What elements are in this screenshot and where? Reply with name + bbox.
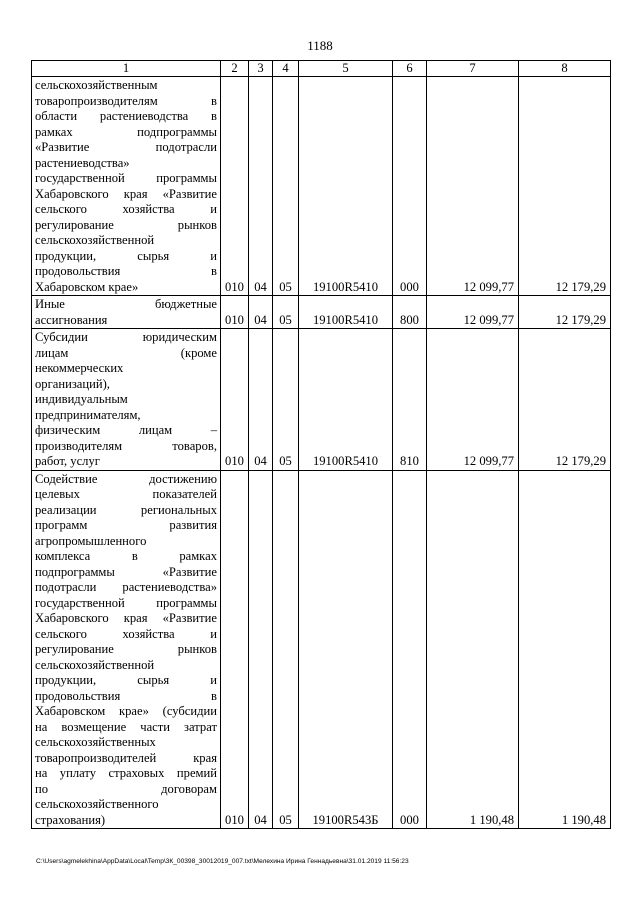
- description-line: Хабаровском крае»: [35, 279, 139, 294]
- expense-type-code: 000: [393, 77, 427, 296]
- description-line: сельскохозяйственных: [35, 735, 156, 749]
- column-header-3: 3: [249, 61, 273, 77]
- expense-type-code: 800: [393, 296, 427, 329]
- column-header-8: 8: [519, 61, 611, 77]
- section-code: 04: [249, 77, 273, 296]
- ministry-code: 010: [221, 329, 249, 471]
- description-line: Иные бюджетные: [35, 297, 217, 311]
- description-line: государственной программы: [35, 171, 217, 185]
- description-line: области растениеводства в: [35, 109, 217, 123]
- section-code: 04: [249, 470, 273, 829]
- section-code: 04: [249, 296, 273, 329]
- description-line: продукции, сырья и: [35, 248, 217, 263]
- description-line: на уплату страховых премий: [35, 766, 217, 780]
- description-line: продовольствия в: [35, 264, 217, 278]
- description-line: сельскохозяйственной: [35, 233, 155, 247]
- description-line: сельскохозяйственным: [35, 78, 158, 92]
- description-line: работ, услуг: [35, 454, 100, 468]
- column-header-1: 1: [32, 61, 221, 77]
- description-line: сельскохозяйственного: [35, 797, 159, 811]
- description-line: Содействие достижению: [35, 471, 217, 486]
- target-article-code: 19100R543Б: [299, 470, 393, 829]
- description-line: производителям товаров,: [35, 438, 217, 453]
- row-description: [32, 329, 221, 471]
- description-line: растениеводства»: [35, 155, 130, 170]
- description-line: рамках подпрограммы: [35, 124, 217, 139]
- description-line: индивидуальным: [35, 392, 128, 406]
- description-line: Хабаровском крае» (субсидии: [35, 704, 217, 718]
- description-line: товаропроизводителей края: [35, 750, 217, 765]
- description-line: страхования): [35, 812, 106, 827]
- target-article-code: 19100R5410: [299, 296, 393, 329]
- row-description: [32, 296, 221, 329]
- description-line: продукции, сырья и: [35, 673, 217, 687]
- description-line: регулирование рынков: [35, 642, 217, 656]
- description-line: некоммерческих: [35, 361, 124, 375]
- column-header-7: 7: [427, 61, 519, 77]
- description-line: сельскохозяйственной: [35, 657, 155, 672]
- amount-year-1: 12 099,77: [427, 329, 519, 471]
- description-line: сельского хозяйства и: [35, 202, 217, 216]
- table-header-row: [32, 61, 611, 77]
- target-article-code: 19100R5410: [299, 77, 393, 296]
- description-line: сельского хозяйства и: [35, 626, 217, 641]
- amount-year-1: 12 099,77: [427, 77, 519, 296]
- description-line: государственной программы: [35, 595, 217, 610]
- subsection-code: 05: [273, 329, 299, 471]
- description-line: программ развития: [35, 518, 217, 532]
- amount-year-1: 12 099,77: [427, 296, 519, 329]
- expense-type-code: 810: [393, 329, 427, 471]
- page-number: 1188: [307, 38, 333, 53]
- description-line: целевых показателей: [35, 487, 217, 501]
- amount-year-2: 1 190,48: [519, 470, 611, 829]
- description-line: реализации региональных: [35, 502, 217, 517]
- description-line: Хабаровского края «Развитие: [35, 186, 217, 201]
- subsection-code: 05: [273, 470, 299, 829]
- column-header-5: 5: [299, 61, 393, 77]
- description-line: подотрасли растениеводства»: [35, 580, 217, 594]
- column-header-6: 6: [393, 61, 427, 77]
- subsection-code: 05: [273, 77, 299, 296]
- table-row: [32, 296, 611, 329]
- description-line: товаропроизводителям в: [35, 93, 217, 108]
- table-row: [32, 77, 611, 296]
- amount-year-2: 12 179,29: [519, 296, 611, 329]
- amount-year-1: 1 190,48: [427, 470, 519, 829]
- expense-type-code: 000: [393, 470, 427, 829]
- description-line: на возмещение части затрат: [35, 719, 217, 734]
- file-path-footer: C:\Users\agmelekhina\AppData\Local\Temp\3К_00398_30012019_007.txt\Мелехина Ирина Геннадьевна\31.01.2019 11:56:23: [36, 858, 409, 865]
- description-line: продовольствия в: [35, 688, 217, 703]
- table-row: [32, 329, 611, 471]
- description-line: комплекса в рамках: [35, 549, 217, 563]
- description-line: «Развитие подотрасли: [35, 140, 217, 154]
- target-article-code: 19100R5410: [299, 329, 393, 471]
- description-line: ассигнования: [35, 312, 108, 327]
- description-line: предпринимателям,: [35, 407, 141, 422]
- column-header-4: 4: [273, 61, 299, 77]
- description-line: подпрограммы «Развитие: [35, 564, 217, 579]
- description-line: регулирование рынков: [35, 217, 217, 232]
- table-row: [32, 470, 611, 829]
- description-line: Хабаровского края «Развитие: [35, 611, 217, 625]
- description-line: агропромышленного: [35, 533, 147, 548]
- ministry-code: 010: [221, 296, 249, 329]
- ministry-code: 010: [221, 470, 249, 829]
- subsection-code: 05: [273, 296, 299, 329]
- column-header-2: 2: [221, 61, 249, 77]
- description-line: по договорам: [35, 781, 217, 796]
- row-description: [32, 470, 221, 829]
- description-line: физическим лицам –: [35, 423, 217, 437]
- budget-table: [31, 60, 611, 829]
- description-line: лицам (кроме: [35, 345, 217, 360]
- amount-year-2: 12 179,29: [519, 77, 611, 296]
- description-line: организаций),: [35, 376, 110, 391]
- ministry-code: 010: [221, 77, 249, 296]
- section-code: 04: [249, 329, 273, 471]
- amount-year-2: 12 179,29: [519, 329, 611, 471]
- row-description: [32, 77, 221, 296]
- description-line: Субсидии юридическим: [35, 330, 217, 344]
